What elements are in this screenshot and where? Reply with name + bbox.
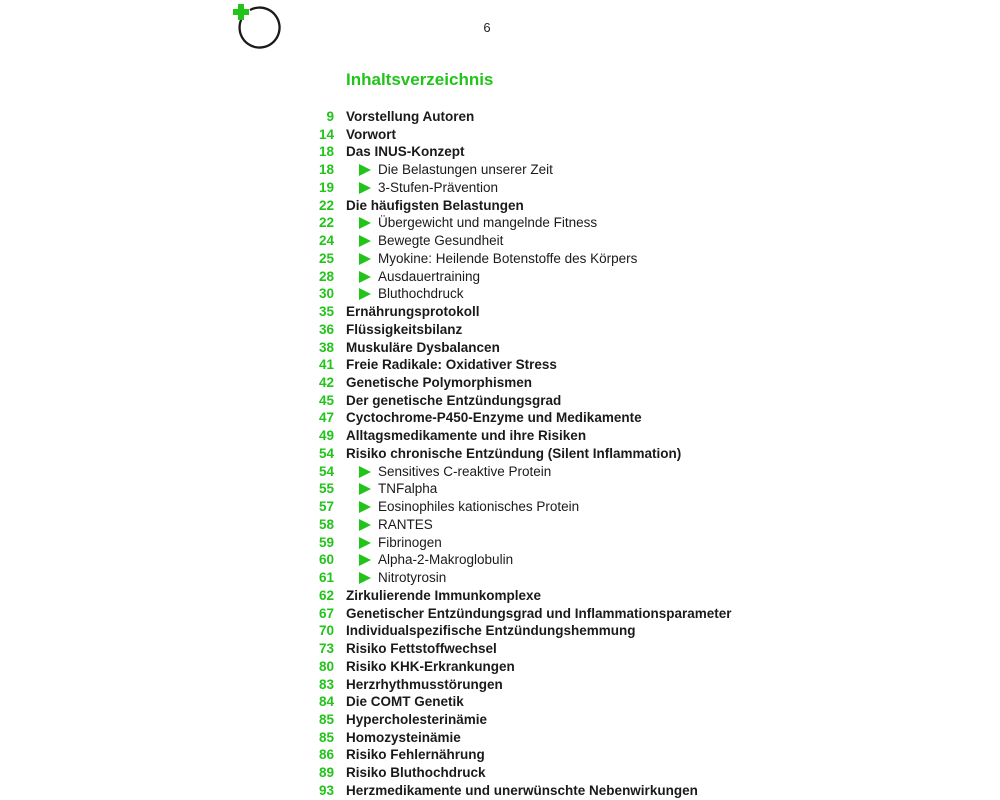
toc-page-number: 45 [318, 392, 334, 408]
toc-label: Alpha-2-Makroglobulin [378, 552, 514, 568]
toc-page-number: 85 [318, 711, 334, 727]
toc-page-number: 18 [318, 162, 334, 178]
toc-label: Hypercholesterinämie [346, 711, 488, 727]
toc-label: Risiko Fettstoffwechsel [346, 641, 497, 657]
green-arrow-icon [359, 572, 371, 584]
green-arrow-icon [359, 466, 371, 478]
green-arrow-icon [359, 235, 371, 247]
green-cross-circle-icon [229, 3, 283, 49]
toc-label: Cyctochrome-P450-Enzyme und Medikamente [346, 410, 642, 426]
toc-page-number: 22 [318, 215, 334, 231]
toc-page-number: 19 [318, 179, 334, 195]
toc-label: RANTES [378, 516, 433, 532]
green-arrow-icon [359, 483, 371, 495]
page-number: 6 [483, 20, 491, 35]
toc-label: Ernährungsprotokoll [346, 304, 480, 320]
toc-label: Die häufigsten Belastungen [346, 197, 524, 213]
green-arrow-icon [359, 554, 371, 566]
toc-label: Bewegte Gesundheit [378, 233, 504, 249]
toc-page-number: 24 [318, 233, 334, 249]
toc-page-number: 49 [318, 428, 334, 444]
toc-page-number: 93 [318, 782, 334, 798]
toc-page-number: 70 [318, 623, 334, 639]
toc-page-number: 14 [318, 126, 334, 142]
toc-page-number: 61 [318, 570, 334, 586]
toc-page-number: 22 [318, 197, 334, 213]
toc-page-number: 80 [318, 658, 334, 674]
toc-label: Zirkulierende Immunkomplexe [346, 587, 542, 603]
toc-page-number: 18 [318, 144, 334, 160]
toc-label: 3-Stufen-Prävention [378, 179, 499, 195]
green-arrow-icon [359, 217, 371, 229]
toc-page-number: 30 [318, 286, 334, 302]
toc-label: Genetischer Entzündungsgrad und Inflammationsparameter [346, 605, 732, 621]
toc-label: Homozysteinämie [346, 729, 461, 745]
green-arrow-icon [359, 182, 371, 194]
green-arrow-icon [359, 537, 371, 549]
toc-page-number: 89 [318, 765, 334, 781]
toc-page-number: 57 [318, 499, 334, 515]
green-arrow-icon [359, 271, 371, 283]
toc-page-number: 9 [326, 109, 334, 124]
toc-page-number: 28 [318, 268, 334, 284]
green-arrow-icon [359, 253, 371, 265]
toc-page-number: 54 [318, 445, 334, 461]
green-arrow-icon [359, 519, 371, 531]
green-arrow-icon [359, 501, 371, 513]
toc-page-number: 36 [318, 321, 334, 337]
toc-page-number: 59 [318, 534, 334, 550]
toc-label: Genetische Polymorphismen [346, 375, 533, 391]
toc-page-number: 83 [318, 676, 334, 692]
toc-label: Vorstellung Autoren [346, 109, 475, 124]
toc-label: Vorwort [346, 126, 396, 142]
toc-label: Das INUS-Konzept [346, 144, 465, 160]
toc-label: TNFalpha [378, 481, 438, 497]
toc-page-number: 73 [318, 641, 334, 657]
toc-page-number: 25 [318, 250, 334, 266]
green-arrow-icon [359, 288, 371, 300]
toc-label: Flüssigkeitsbilanz [346, 321, 463, 337]
toc-page-number: 42 [318, 375, 334, 391]
toc-label: Bluthochdruck [378, 286, 464, 302]
toc-page-number: 86 [318, 747, 334, 763]
toc-label: Myokine: Heilende Botenstoffe des Körpers [378, 250, 638, 266]
toc-label: Risiko Bluthochdruck [346, 765, 486, 781]
toc-page-number: 67 [318, 605, 334, 621]
toc-page-number: 55 [318, 481, 334, 497]
toc-page-number: 85 [318, 729, 334, 745]
toc-label: Übergewicht und mangelnde Fitness [378, 215, 598, 231]
toc-page-number: 58 [318, 516, 334, 532]
toc-title: Inhaltsverzeichnis [346, 70, 494, 89]
toc-label: Freie Radikale: Oxidativer Stress [346, 357, 557, 373]
toc-label: Fibrinogen [378, 534, 442, 550]
toc-page-number: 41 [318, 357, 334, 373]
toc-label: Individualspezifische Entzündungshemmung [346, 623, 636, 639]
toc-label: Eosinophiles kationisches Protein [378, 499, 580, 515]
toc-label: Herzrhythmusstörungen [346, 676, 503, 692]
toc-page-number: 54 [318, 463, 334, 479]
toc-label: Risiko Fehlernährung [346, 747, 485, 763]
toc-label: Ausdauertraining [378, 268, 481, 284]
green-arrow-icon [359, 164, 371, 176]
toc-page-number: 60 [318, 552, 334, 568]
toc-label: Muskuläre Dysbalancen [346, 339, 500, 355]
page-badge [229, 3, 491, 49]
toc-page-number: 47 [318, 410, 334, 426]
toc-label: Die Belastungen unserer Zeit [378, 162, 553, 178]
toc-page-number: 62 [318, 587, 334, 603]
toc-label: Sensitives C-reaktive Protein [378, 463, 552, 479]
toc-label: Nitrotyrosin [378, 570, 447, 586]
toc-label: Alltagsmedikamente und ihre Risiken [346, 428, 587, 444]
toc-page-number: 84 [318, 694, 334, 710]
toc-label: Herzmedikamente und unerwünschte Nebenwirkungen [346, 782, 698, 798]
toc-label: Der genetische Entzündungsgrad [346, 392, 562, 408]
toc-page-number: 38 [318, 339, 334, 355]
toc-label: Die COMT Genetik [346, 694, 464, 710]
toc-label: Risiko chronische Entzündung (Silent Inflammation) [346, 445, 682, 461]
toc-page-number: 35 [318, 304, 334, 320]
toc-label: Risiko KHK-Erkrankungen [346, 658, 515, 674]
